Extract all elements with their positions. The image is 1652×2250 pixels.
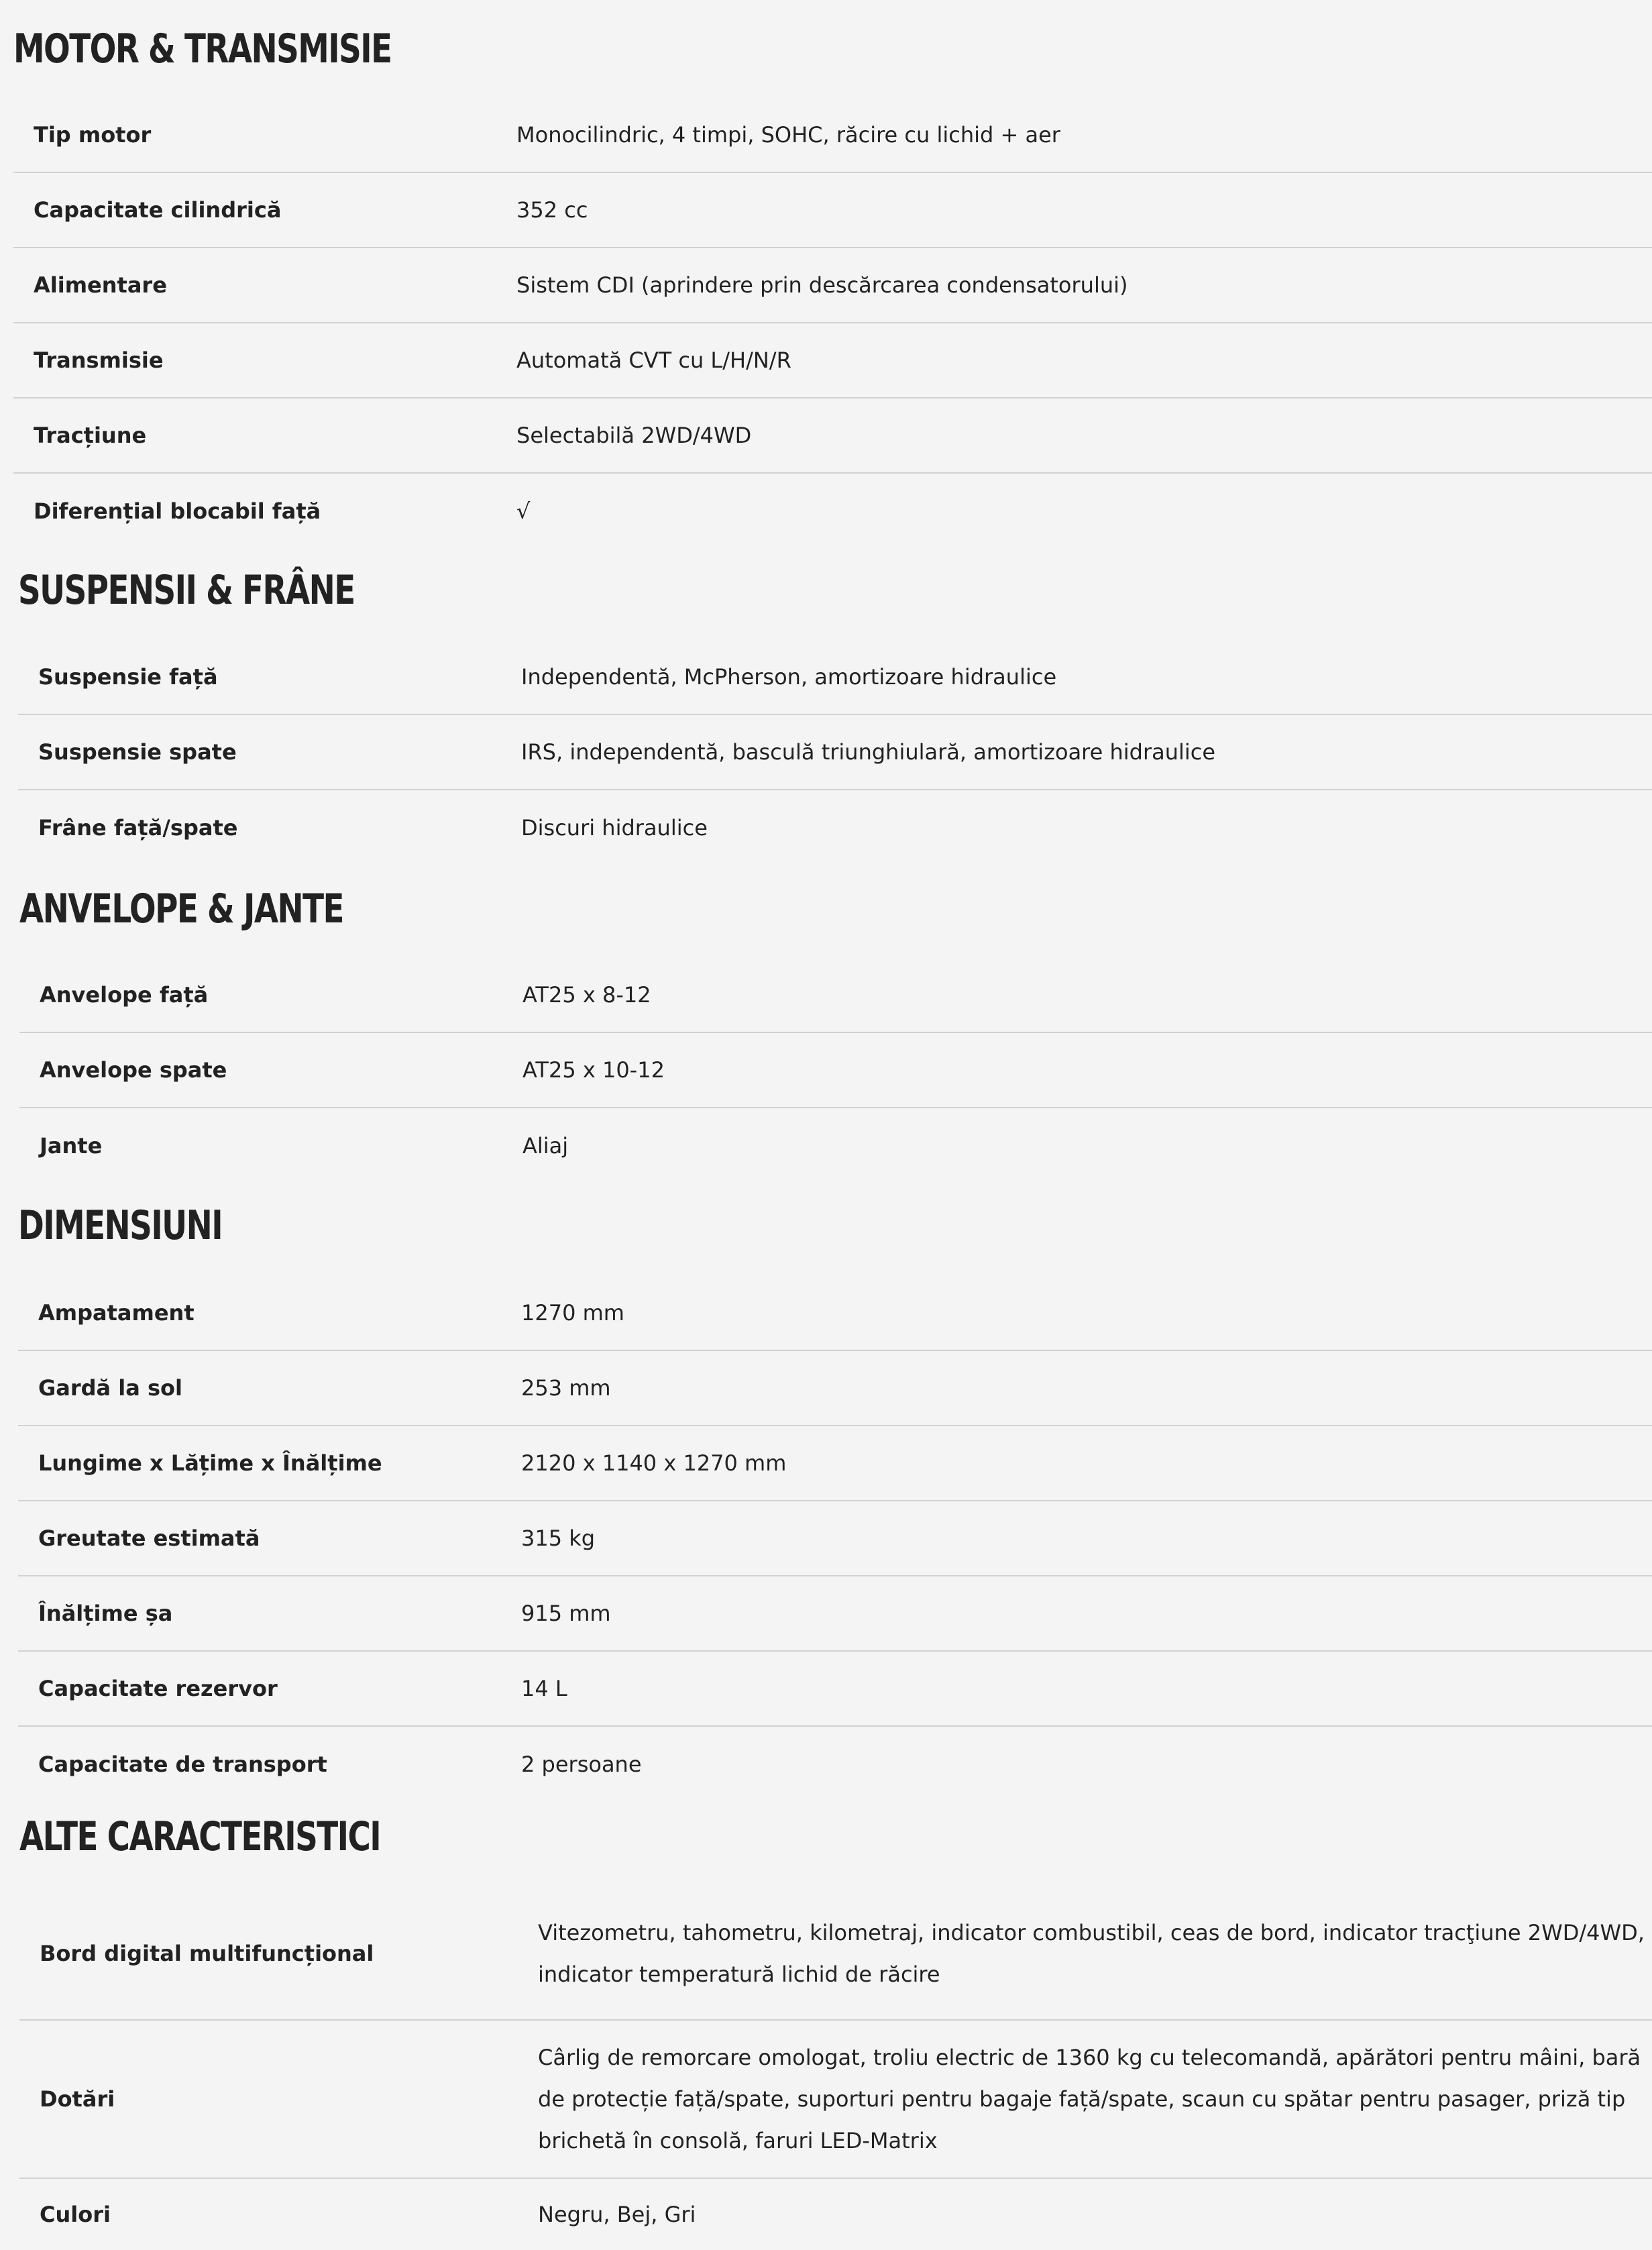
spec-value-text: Vitezometru, tahometru, kilometraj, indicator combustibil, ceas de bord, indicator tracţiune 2WD/4WD, indicator temperatură lichid de răcire	[538, 1920, 1645, 1987]
spec-row	[13, 248, 1652, 323]
spec-table	[13, 98, 1652, 549]
spec-label: Capacitate rezervor	[38, 1676, 278, 1701]
check-mark-value: √	[516, 498, 531, 524]
spec-label: Tracțiune	[34, 423, 147, 448]
spec-value: 2120 x 1140 x 1270 mm	[521, 1450, 787, 1476]
spec-label: Suspensie față	[38, 664, 218, 690]
spec-row	[18, 715, 1652, 790]
spec-label: Diferențial blocabil față	[34, 498, 321, 524]
spec-row	[13, 173, 1652, 248]
spec-value: AT25 x 10-12	[522, 1057, 665, 1083]
section-title: SUSPENSII & FRÂNE	[18, 567, 355, 614]
spec-value-text: Cârlig de remorcare omologat, troliu electric de 1360 kg cu telecomandă, apărători pentru mâini, bară de protecție față/spate, suporturi pentru bagaje față/spate, scaun cu spătar pentru pasager, priză tip brichetă în consolă, faruri LED-Matrix	[538, 2045, 1641, 2153]
spec-value: Automată CVT cu L/H/N/R	[516, 347, 791, 373]
spec-value: Negru, Bej, Gri	[538, 2202, 696, 2227]
spec-row	[19, 1108, 1652, 1183]
spec-row	[13, 398, 1652, 474]
spec-value: Independentă, McPherson, amortizoare hidraulice	[521, 664, 1057, 690]
spec-row	[18, 1351, 1652, 1426]
spec-label: Tip motor	[34, 122, 152, 148]
spec-value: 915 mm	[521, 1601, 611, 1626]
spec-value: 315 kg	[521, 1525, 596, 1551]
spec-value: 1270 mm	[521, 1300, 624, 1326]
section-title: DIMENSIUNI	[18, 1202, 223, 1249]
spec-value: Discuri hidraulice	[521, 815, 708, 841]
spec-label: Anvelope spate	[40, 1057, 227, 1083]
spec-value: 14 L	[521, 1676, 567, 1701]
spec-label: Suspensie spate	[38, 739, 237, 765]
spec-label: Jante	[40, 1133, 103, 1159]
spec-row	[19, 2021, 1652, 2179]
spec-table	[18, 640, 1652, 865]
spec-value	[538, 2021, 1652, 2178]
spec-label: Capacitate de transport	[38, 1752, 327, 1777]
spec-label: Înălțime șa	[38, 1601, 173, 1626]
spec-row	[19, 1888, 1652, 2021]
spec-label: Capacitate cilindrică	[34, 197, 282, 223]
spec-label: Alimentare	[34, 272, 167, 298]
spec-label: Culori	[40, 2202, 111, 2227]
spec-row	[19, 2179, 1652, 2250]
spec-value: 352 cc	[516, 197, 588, 223]
spec-row	[18, 640, 1652, 715]
spec-table	[19, 1888, 1652, 2250]
spec-label: Gardă la sol	[38, 1375, 182, 1401]
spec-value: Sistem CDI (aprindere prin descărcarea condensatorului)	[516, 272, 1128, 298]
spec-value: 253 mm	[521, 1375, 611, 1401]
section-title: MOTOR & TRANSMISIE	[13, 25, 392, 72]
spec-label: Greutate estimată	[38, 1525, 260, 1551]
section-title: ANVELOPE & JANTE	[19, 886, 343, 932]
spec-row	[18, 1652, 1652, 1727]
spec-label: Bord digital multifuncțional	[40, 1941, 374, 1966]
spec-row	[18, 1426, 1652, 1501]
spec-row	[13, 98, 1652, 173]
spec-row	[19, 958, 1652, 1033]
spec-row	[18, 1501, 1652, 1576]
spec-label: Transmisie	[34, 347, 164, 373]
spec-value: Aliaj	[522, 1133, 569, 1159]
spec-row	[13, 323, 1652, 398]
spec-table	[18, 1276, 1652, 1802]
spec-row	[13, 474, 1652, 549]
spec-value: Selectabilă 2WD/4WD	[516, 423, 752, 448]
spec-label: Dotări	[40, 2086, 115, 2112]
spec-row	[19, 1033, 1652, 1108]
spec-label: Anvelope față	[40, 982, 209, 1008]
spec-label: Lungime x Lățime x Înălțime	[38, 1450, 382, 1476]
spec-value: 2 persoane	[521, 1752, 642, 1777]
spec-row	[18, 790, 1652, 865]
spec-row	[18, 1276, 1652, 1351]
spec-label: Frâne față/spate	[38, 815, 238, 841]
spec-row	[18, 1576, 1652, 1652]
spec-value: IRS, independentă, basculă triunghiulară, amortizoare hidraulice	[521, 739, 1216, 765]
spec-table	[19, 958, 1652, 1183]
spec-label: Ampatament	[38, 1300, 195, 1326]
spec-value: AT25 x 8-12	[522, 982, 651, 1008]
spec-value: Monocilindric, 4 timpi, SOHC, răcire cu lichid + aer	[516, 122, 1060, 148]
section-title: ALTE CARACTERISTICI	[19, 1813, 381, 1860]
spec-row	[18, 1727, 1652, 1802]
spec-value	[538, 1888, 1652, 2019]
